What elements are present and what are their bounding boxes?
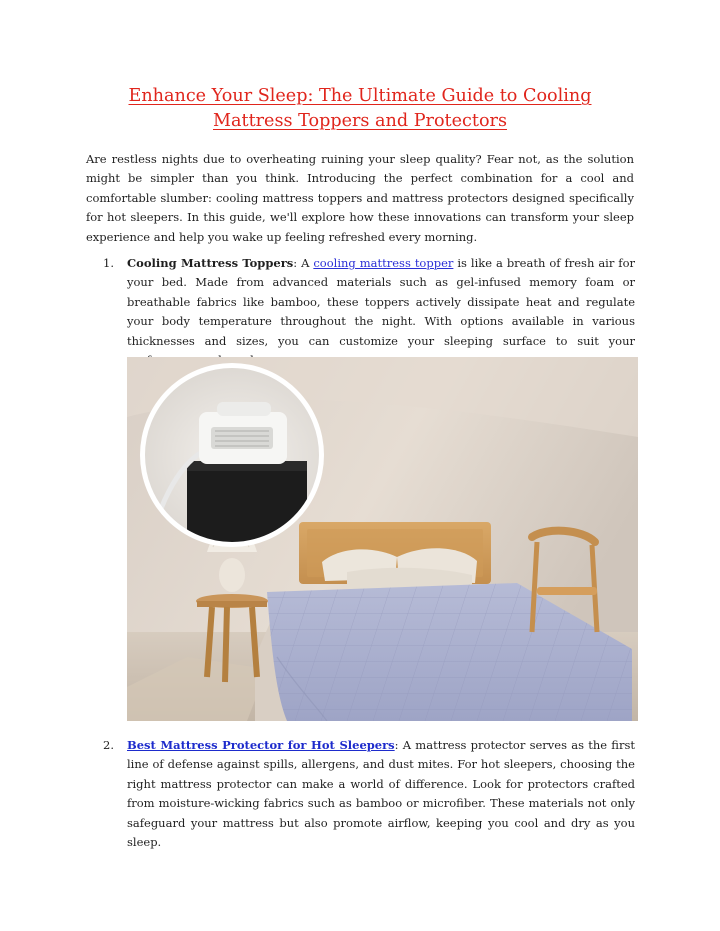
item-separator: : A xyxy=(293,256,314,270)
best-mattress-protector-link[interactable]: Best Mattress Protector for Hot Sleepers xyxy=(127,738,395,752)
list-number-1: 1. xyxy=(103,256,114,270)
intro-paragraph: Are restless nights due to overheating ruining your sleep quality? Fear not, as the solution might be simpler than you think. Introducing the perfect combination for a cool and comfortable slumber: cooling mattress toppers and mattress protectors designed specifically for hot sleepers. In this guide, we'll explore how these innovations can transform your sleep experience and help you wake up feeling refreshed every morning. xyxy=(86,152,634,244)
item-body: : A mattress protector serves as the first line of defense against spills, allergens, and dust mites. For hot sleepers, choosing the right mattress protector can make a world of difference. Look for protectors crafted from moisture-wicking fabrics such as bamboo or microfiber. These materials not only safeguard your mattress but also promote airflow, keeping you cool and dry as you sleep. xyxy=(127,738,635,850)
list-item-mattress-protector xyxy=(127,736,635,852)
item-heading: Cooling Mattress Toppers xyxy=(127,256,294,270)
page-title: Enhance Your Sleep: The Ultimate Guide to Cooling Mattress Toppers and Protectors xyxy=(128,86,592,131)
list-item-cooling-toppers xyxy=(127,254,635,370)
list-number-2: 2. xyxy=(103,738,114,752)
bedroom-photo xyxy=(127,357,638,721)
item-body: is like a breath of fresh air for your bed. Made from advanced materials such as gel-infused memory foam or breathable fabrics like bamboo, these toppers actively dissipate heat and regulate your body temperature throughout the night. With options available in various thicknesses and sizes, you can customize your sleeping surface to suit your xyxy=(127,256,635,348)
cooling-mattress-topper-link[interactable]: cooling mattress topper xyxy=(313,256,454,270)
